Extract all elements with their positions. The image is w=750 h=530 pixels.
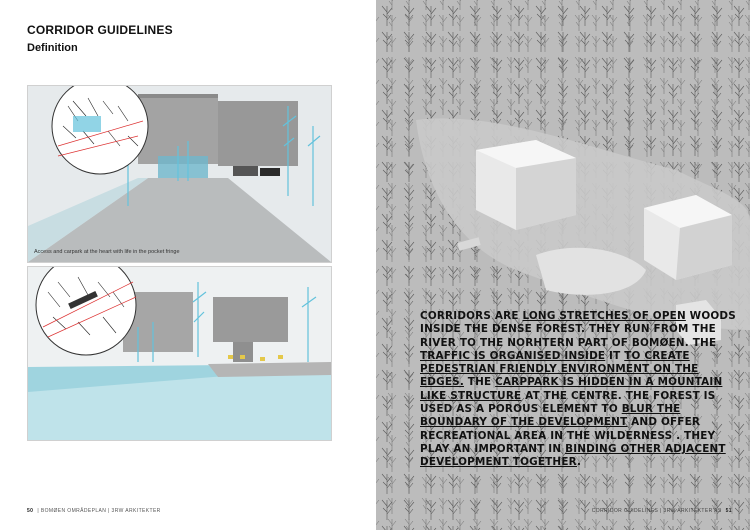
render-carpark-illustration xyxy=(28,86,331,262)
text-run: . xyxy=(577,456,582,469)
right-footer-text: CORRIDOR GUIDELINES | 3RW ARKITEKTER AS xyxy=(591,508,722,514)
render-pocket-fringe-illustration xyxy=(28,267,331,440)
page-number-left: 50 xyxy=(27,508,34,514)
image-caption: Access and carpark at the heart with life in the pocket fringe xyxy=(34,249,180,255)
right-footer xyxy=(592,508,732,514)
left-footer xyxy=(27,508,161,514)
text-run-underlined: BINDING OTHER ADJACENT DEVELOPMENT TOGETHER xyxy=(420,442,726,469)
text-run-underlined: CARPPARK IS HIDDEN IN A MOUNTAIN LIKE STRUCTURE xyxy=(420,376,723,402)
text-run-underlined: LONG STRETCHES OF OPEN xyxy=(522,310,686,322)
text-run-underlined: BLUR THE BOUNDARY OF THE DEVELOPMENT xyxy=(420,403,681,429)
render-image-pocket-fringe xyxy=(27,266,332,441)
corridor-description xyxy=(420,310,738,470)
render-image-carpark xyxy=(27,85,332,263)
text-run: THE xyxy=(463,376,496,389)
text-run: AT THE CENTRE. THE FOREST IS USED AS A POROUS ELEMENT TO xyxy=(420,389,716,416)
text-run: CORRIDORS ARE xyxy=(420,310,523,322)
page-title: CORRIDOR GUIDELINES xyxy=(27,23,173,37)
right-page xyxy=(376,0,750,530)
text-run: AND OFFER RECREATIONAL AREA IN THE WILDERNESS . THEY PLAY AN IMPORTANT IN xyxy=(420,416,716,455)
page-number-right: 51 xyxy=(725,508,732,514)
text-run-underlined: TRAFFIC IS ORGANISED INSIDE xyxy=(420,349,606,362)
text-run: IT xyxy=(605,349,625,362)
text-run: WOODS INSIDE THE DENSE FOREST. THEY RUN FROM THE RIVER TO THE NORHTERN PART OF BOMØEN. THE xyxy=(420,310,736,349)
left-footer-text: | BOMØEN OMRÅDEPLAN | 3RW ARKITEKTER xyxy=(37,508,161,514)
text-run-underlined: TO CREATE PEDESTRIAN FRIENDLY ENVIRONMENT ON THE EDGES. xyxy=(420,349,699,389)
section-subtitle: Definition xyxy=(27,42,78,54)
